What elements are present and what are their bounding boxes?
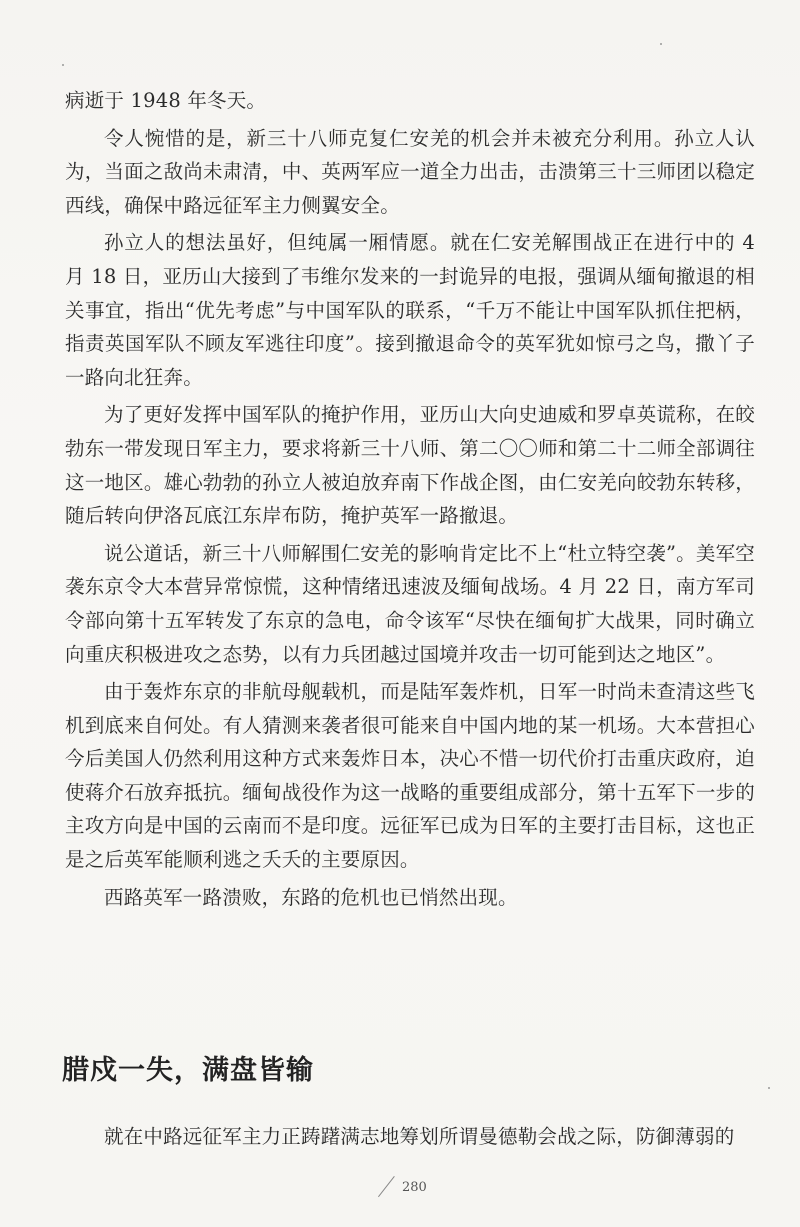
body-text	[65, 84, 755, 914]
paragraph: 说公道话，新三十八师解围仁安羌的影响肯定比不上“杜立特空袭”。美军空袭东京令大本营异常惊慌，这种情绪迅速波及缅甸战场。4 月 22 日，南方军司令部向第十五军转发了东京的急电，命令该军“尽快在缅甸扩大战果，同时确立向重庆积极进攻之态势，以有力兵团越过国境并攻击一切可能到达之地区”。	[65, 541, 755, 666]
paragraph: 令人惋惜的是，新三十八师克复仁安羌的机会并未被充分利用。孙立人认为，当面之敌尚未肃清，中、英两军应一道全力出击，击溃第三十三师团以稳定西线，确保中路远征军主力侧翼安全。	[65, 126, 755, 217]
page-number-slash	[378, 1176, 395, 1197]
paragraph: 就在中路远征军主力正踌躇满志地筹划所谓曼德勒会战之际，防御薄弱的	[104, 1124, 735, 1148]
paragraph: 病逝于 1948 年冬天。	[65, 89, 267, 112]
paragraph: 西路英军一路溃败，东路的危机也已悄然出现。	[104, 885, 518, 909]
section-heading: 腊戍一失，满盘皆输	[62, 1055, 314, 1087]
paragraph: 为了更好发挥中国军队的掩护作用，亚历山大向史迪威和罗卓英谎称，在皎勃东一带发现日军主力，要求将新三十八师、第二〇〇师和第二十二师全部调往这一地区。雄心勃勃的孙立人被迫放弃南下作战企图，由仁安羌向皎勃东转移，随后转向伊洛瓦底江东岸布防，掩护英军一路撤退。	[65, 403, 755, 528]
page-number	[380, 1170, 440, 1200]
scan-speck	[62, 64, 64, 66]
paragraph: 由于轰炸东京的非航母舰载机，而是陆军轰炸机，日军一时尚未查清这些飞机到底来自何处。有人猜测来袭者很可能来自中国内地的某一机场。大本营担心今后美国人仍然利用这种方式来轰炸日本，决心不惜一切代价打击重庆政府，迫使蒋介石放弃抵抗。缅甸战役作为这一战略的重要组成部分，第十五军下一步的主攻方向是中国的云南而不是印度。远征军已成为日军的主要打击目标，这也正是之后英军能顺利逃之夭夭的主要原因。	[65, 680, 755, 872]
paragraph: 孙立人的想法虽好，但纯属一厢情愿。就在仁安羌解围战正在进行中的 4 月 18 日，亚历山大接到了韦维尔发来的一封诡异的电报，强调从缅甸撤退的相关事宜，指出“优先考虑”与中国军队的联系，“千万不能让中国军队抓住把柄，指责英国军队不顾友军逃往印度”。接到撤退命令的英军犹如惊弓之鸟，撒丫子一路向北狂奔。	[65, 231, 755, 389]
scan-speck	[660, 43, 662, 45]
scan-speck	[768, 1087, 770, 1089]
page-number-text: 280	[402, 1180, 427, 1195]
